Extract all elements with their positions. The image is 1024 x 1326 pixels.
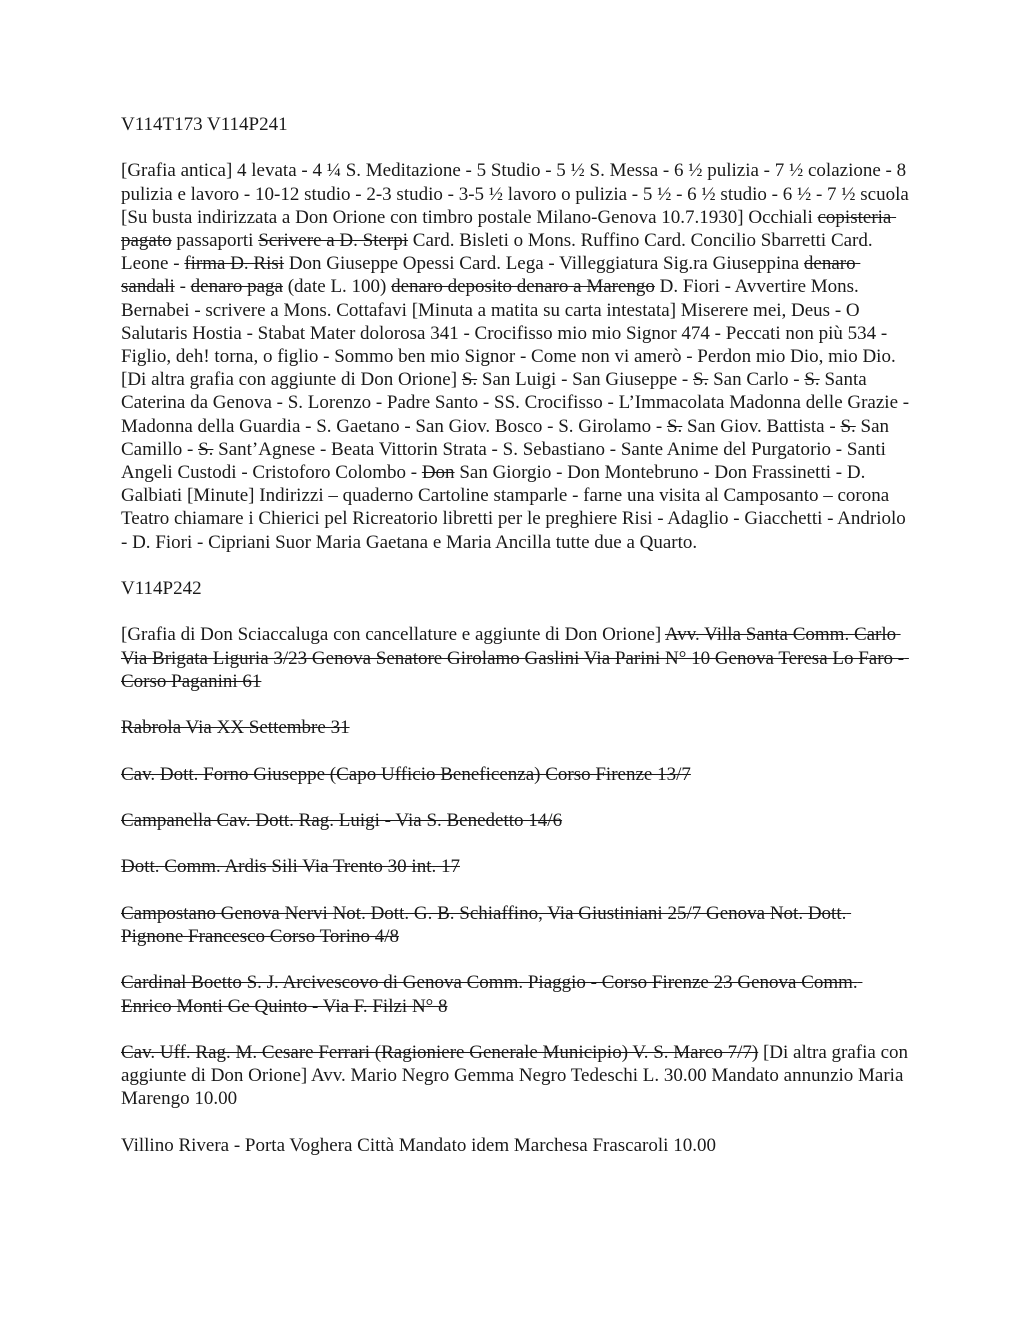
struck-text-segment: denaro sandali bbox=[121, 253, 861, 298]
page-id-header bbox=[121, 113, 911, 136]
address-entry bbox=[121, 763, 911, 786]
address-entry bbox=[121, 809, 911, 832]
text-segment: Santa Caterina da Genova - S. Lorenzo - Padre Santo - SS. Crocifisso - L’Immacolata Madonna delle Grazie - Madonna della Guardia - S. Gaetano - San Giov. Bosco - S. Girolamo - bbox=[121, 369, 914, 437]
struck-text-segment: Rabrola Via XX Settembre 31 bbox=[121, 717, 350, 739]
struck-text-segment: S. bbox=[198, 438, 214, 460]
text-segment: Villino Rivera - Porta Voghera Città Mandato idem Marchesa Frascaroli 10.00 bbox=[121, 1134, 716, 1156]
address-entry bbox=[121, 1041, 911, 1111]
struck-text-segment: Avv. Villa Santa Comm. Carlo Via Brigata Liguria 3/23 Genova Senatore Girolamo Gaslini Via Parini N° 10 Genova Teresa Lo Faro - Corso Paganini 61 bbox=[121, 624, 909, 692]
address-entry bbox=[121, 1134, 911, 1157]
text-segment: Don Giuseppe Opessi Card. Lega - Villeggiatura Sig.ra Giuseppina bbox=[284, 253, 804, 275]
text-segment: San Giorgio - Don Montebruno - Don Frassinetti - D. Galbiati [Minute] Indirizzi – quaderno Cartoline stamparle - farne una visita al Camposanto – corona Teatro chiamare i Chierici pel Ricreatorio libretti per le preghiere Risi - Adaglio - Giacchetti - Andriolo - D. Fiori - Cipriani Suor Maria Gaetana e Maria Ancilla tutte due a Quarto. bbox=[121, 462, 911, 553]
struck-text-segment: Campanella Cav. Dott. Rag. Luigi - Via S. Benedetto 14/6 bbox=[121, 810, 563, 831]
text-segment: [Di altra grafia con aggiunte di Don Orione] Avv. Mario Negro Gemma Negro Tedeschi L. 30.00 Mandato annunzio Maria Marengo 10.00 bbox=[121, 1041, 913, 1110]
document-page bbox=[121, 113, 914, 1157]
text-segment: Card. Bisleti o Mons. Ruffino Card. Concilio Sbarretti Card. Leone - bbox=[121, 230, 878, 275]
text-segment: (date L. 100) bbox=[282, 276, 392, 298]
text-segment: Sant’Agnese - Beata Vittorin Strata - S. Sebastiano - Sante Anime del Purgatorio - Santi Angeli Custodi - Cristoforo Colombo - bbox=[121, 438, 890, 484]
struck-text-segment: Dott. Comm. Ardis Sili Via Trento 30 int. 17 bbox=[121, 856, 460, 878]
struck-text-segment: S. bbox=[804, 369, 820, 391]
address-entry bbox=[121, 902, 911, 948]
text-segment: San Luigi - San Giuseppe - bbox=[477, 369, 693, 391]
text-segment: San Giov. Battista - bbox=[682, 415, 841, 437]
page-id-header bbox=[121, 577, 911, 600]
text-segment: V114P242 bbox=[121, 578, 202, 600]
struck-text-segment: denaro deposito denaro a Marengo bbox=[391, 276, 655, 298]
address-entry bbox=[121, 716, 911, 739]
struck-text-segment: S. bbox=[666, 415, 683, 437]
struck-text-segment: Cav. Uff. Rag. M. Cesare Ferrari (Ragioniere Generale Municipio) V. S. Marco 7/7) bbox=[121, 1041, 759, 1063]
struck-text-segment: S. bbox=[692, 369, 709, 391]
text-segment: [Grafia di Don Sciaccaluga con cancellature e aggiunte di Don Orione] bbox=[121, 624, 665, 646]
text-segment: [Grafia antica] 4 levata - 4 ¼ S. Meditazione - 5 Studio - 5 ½ S. Messa - 6 ½ pulizia - 7 ½ colazione - 8 pulizia e lavoro - 10-12 studio - 2-3 studio - 3-5 ½ lavoro o pulizia - 5 ½ - 6 ½ studio - 6 ½ - 7 ½ scuola [Su busta indirizzata a Don Orione con timbro postale Milano-Genova 10.7.1930] Occhiali bbox=[121, 160, 914, 228]
text-segment: passaporti bbox=[171, 230, 259, 251]
text-segment: V114T173 V114P241 bbox=[121, 114, 288, 135]
text-segment: D. Fiori - Avvertire Mons. Bernabei - scrivere a Mons. Cottafavi [Minuta a matita su carta intestata] Miserere mei, Deus - O Salutaris Hostia - Stabat Mater dolorosa 341 - Crocifisso mio mio Signor 474 - Peccati non più 534 - Figlio, deh! torna, o figlio - Sommo ben mio Signor - Come non vi amerò - Perdon mio Dio, mio Dio. [Di altra grafia con aggiunte di Don Orione] bbox=[121, 276, 901, 391]
struck-text-segment: S. bbox=[461, 369, 478, 391]
struck-text-segment: copisteria pagato bbox=[121, 206, 897, 251]
struck-text-segment: Cav. Dott. Forno Giuseppe (Capo Ufficio Beneficenza) Corso Firenze 13/7 bbox=[121, 763, 691, 785]
address-entry bbox=[121, 971, 911, 1017]
struck-text-segment: denaro paga bbox=[190, 276, 283, 298]
struck-text-segment: Cardinal Boetto S. J. Arcivescovo di Genova Comm. Piaggio - Corso Firenze 23 Genova Comm. Enrico Monti Ge Quinto - Via F. Filzi N° 8 bbox=[121, 972, 863, 1017]
text-segment: San Camillo - bbox=[121, 415, 894, 460]
transcription-paragraph bbox=[121, 159, 914, 553]
struck-text-segment: S. bbox=[840, 415, 856, 437]
address-entry bbox=[121, 855, 911, 878]
transcription-paragraph bbox=[121, 623, 911, 693]
text-segment: - bbox=[174, 276, 191, 298]
struck-text-segment: firma D. Risi bbox=[184, 253, 285, 275]
text-segment: San Carlo - bbox=[708, 369, 805, 391]
struck-text-segment: Scrivere a D. Sterpi bbox=[258, 230, 409, 251]
struck-text-segment: Campostano Genova Nervi Not. Dott. G. B. Schiaffino, Via Giustiniani 25/7 Genova Not. Dott. Pignone Francesco Corso Torino 4/8 bbox=[121, 902, 852, 947]
struck-text-segment: Don bbox=[421, 462, 455, 484]
